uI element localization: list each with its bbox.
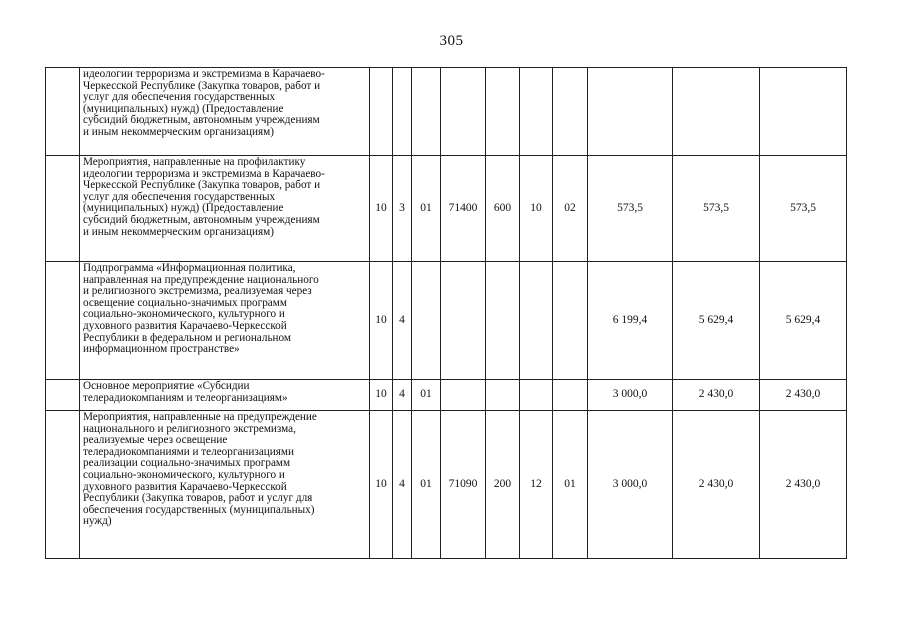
amount-cell: 2 430,0 — [673, 380, 760, 411]
code-cell: 01 — [553, 411, 588, 559]
row-description: идеологии терроризма и экстремизма в Карачаево- Черкесской Республике (Закупка товаров, работ и услуг для обеспечения государственных (муниципальных) нужд) (Предоставление субсидий бюджетным, автономным учреждениям и иным некоммерческим организациям) — [80, 68, 370, 156]
page-number: 305 — [439, 33, 464, 49]
table-row — [46, 68, 847, 156]
code-cell: 600 — [486, 156, 520, 262]
code-cell: 71090 — [441, 411, 486, 559]
row-description: Мероприятия, направленные на профилактику идеологии терроризма и экстремизма в Карачаево- Черкесской Республике (Закупка товаров, работ и услуг для обеспечения государственных (муниципальных) нужд) (Предоставление субсидий бюджетным, автономным учреждениям и иным некоммерческим организациям) — [80, 156, 370, 262]
row-description: Основное мероприятие «Субсидии телерадиокомпаниям и телеорганизациям» — [80, 380, 370, 411]
code-cell: 01 — [412, 156, 441, 262]
amount-cell: 2 430,0 — [760, 411, 847, 559]
amount-cell: 3 000,0 — [588, 380, 673, 411]
code-cell: 01 — [412, 411, 441, 559]
code-cell — [553, 380, 588, 411]
table-row — [46, 262, 847, 380]
code-cell — [520, 262, 553, 380]
row-description: Подпрограмма «Информационная политика, направленная на предупреждение национального и религиозного экстремизма, реализуемая через освещение социально-значимых программ социально-экономического, культурного и духовного развития Карачаево-Черкесской Республики в федеральном и региональном информационном пространстве» — [80, 262, 370, 380]
code-cell: 10 — [370, 411, 393, 559]
amount-cell: 573,5 — [760, 156, 847, 262]
code-cell — [393, 68, 412, 156]
code-cell: 10 — [370, 380, 393, 411]
code-cell: 10 — [520, 156, 553, 262]
table-row — [46, 411, 847, 559]
row-description: Мероприятия, направленные на предупреждение национального и религиозного экстремизма, реализуемые через освещение телерадиокомпаниями и телеорганизациями реализации социально-значимых программ социально-экономического, культурного и духовного развития Карачаево-Черкесской Республики (Закупка товаров, работ и услуг для обеспечения государственных (муниципальных) нужд) — [80, 411, 370, 559]
amount-cell: 2 430,0 — [673, 411, 760, 559]
amount-cell: 573,5 — [673, 156, 760, 262]
table-row — [46, 156, 847, 262]
amount-cell — [588, 68, 673, 156]
code-cell — [412, 262, 441, 380]
amount-cell — [673, 68, 760, 156]
code-cell — [553, 262, 588, 380]
code-cell — [441, 262, 486, 380]
amount-cell — [760, 68, 847, 156]
code-cell — [520, 380, 553, 411]
code-cell — [520, 68, 553, 156]
code-cell — [486, 380, 520, 411]
blank-cell — [46, 68, 80, 156]
blank-cell — [46, 156, 80, 262]
amount-cell: 3 000,0 — [588, 411, 673, 559]
code-cell: 200 — [486, 411, 520, 559]
amount-cell: 5 629,4 — [673, 262, 760, 380]
blank-cell — [46, 411, 80, 559]
code-cell: 01 — [412, 380, 441, 411]
blank-cell — [46, 262, 80, 380]
code-cell: 3 — [393, 156, 412, 262]
blank-cell — [46, 380, 80, 411]
code-cell: 71400 — [441, 156, 486, 262]
code-cell: 10 — [370, 156, 393, 262]
code-cell — [370, 68, 393, 156]
code-cell: 4 — [393, 411, 412, 559]
code-cell — [486, 262, 520, 380]
code-cell: 10 — [370, 262, 393, 380]
amount-cell: 2 430,0 — [760, 380, 847, 411]
code-cell — [486, 68, 520, 156]
code-cell: 4 — [393, 380, 412, 411]
code-cell — [441, 68, 486, 156]
amount-cell: 573,5 — [588, 156, 673, 262]
code-cell — [441, 380, 486, 411]
code-cell: 02 — [553, 156, 588, 262]
table-row — [46, 380, 847, 411]
code-cell: 4 — [393, 262, 412, 380]
code-cell: 12 — [520, 411, 553, 559]
budget-table — [45, 67, 847, 559]
amount-cell: 5 629,4 — [760, 262, 847, 380]
code-cell — [553, 68, 588, 156]
code-cell — [412, 68, 441, 156]
amount-cell: 6 199,4 — [588, 262, 673, 380]
